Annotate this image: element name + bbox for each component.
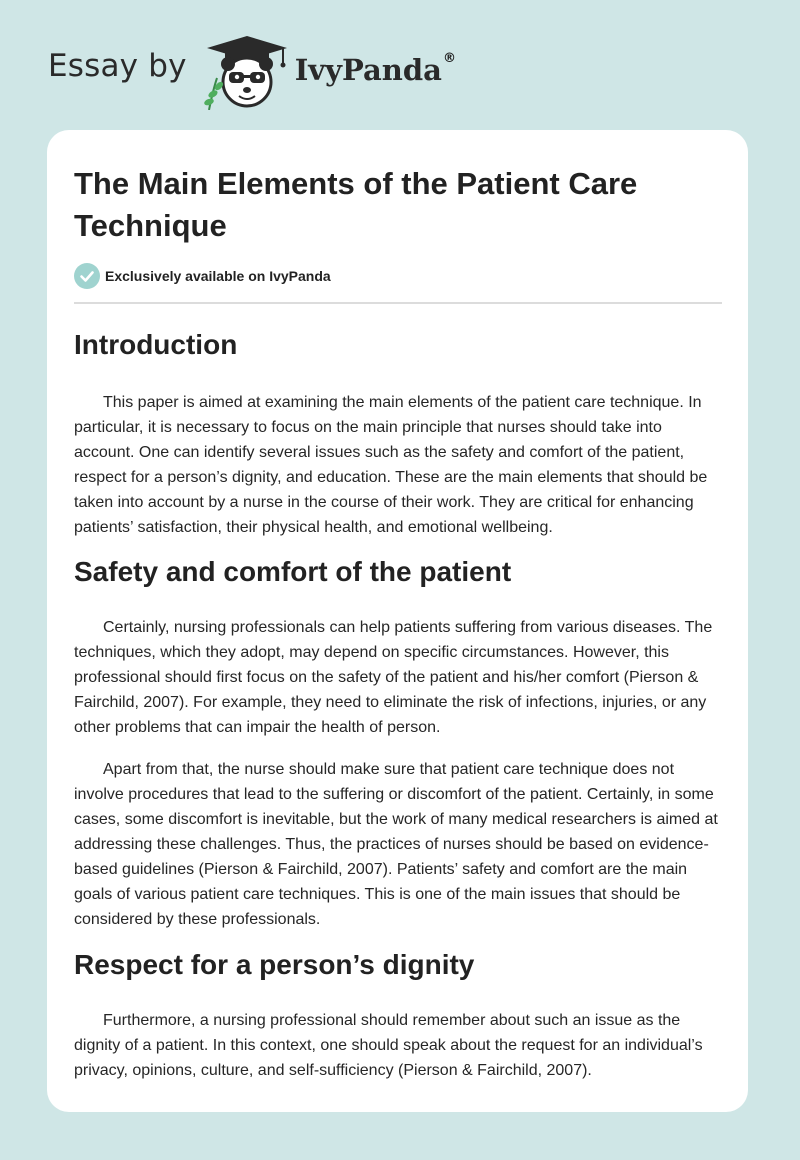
- section-heading-introduction: Introduction: [74, 329, 238, 360]
- registered-mark: ®: [442, 50, 456, 66]
- essay-card: [47, 130, 748, 1112]
- divider: [74, 302, 722, 304]
- paragraph: This paper is aimed at examining the main elements of the patient care technique. In particular, it is necessary to focus on the main principle that nurses should take into account. One can identify several issues such as the safety and comfort of the patient, respect for a person’s dignity, and education. These are the main elements that should be taken into account by a nurse in the course of their work. They are critical for enhancing patients’ satisfaction, their physical health, and emotional wellbeing.: [74, 394, 708, 536]
- section-heading-safety-and-comfort: Safety and comfort of the patient: [74, 556, 512, 587]
- brand-header[interactable]: [48, 34, 456, 110]
- essay-body: [74, 320, 724, 1083]
- exclusive-badge: [74, 263, 331, 289]
- paragraph: Furthermore, a nursing professional should remember about such an issue as the dignity of a patient. In this context, one should speak about the request for an individual’s privacy, opinions, culture, and self-sufficiency (Pierson & Fairchild, 2007).: [74, 1012, 703, 1079]
- exclusive-label: Exclusively available on IvyPanda: [105, 268, 331, 284]
- page-title: The Main Elements of the Patient Care Technique: [74, 166, 638, 243]
- panda-graduate-logo-icon: [203, 34, 291, 110]
- brand-prefix: Essay by: [48, 48, 187, 84]
- paragraph: Certainly, nursing professionals can help patients suffering from various diseases. The techniques, which they adopt, may depend on specific circumstances. However, this professional should first focus on the safety of the patient and his/her comfort (Pierson & Fairchild, 2007). For example, they need to eliminate the risk of infections, injuries, or any other problems that can impair the health of person.: [74, 619, 713, 736]
- check-circle-icon: [74, 263, 100, 289]
- section-heading-respect-for-dignity: Respect for a person’s dignity: [74, 949, 475, 980]
- paragraph: Apart from that, the nurse should make sure that patient care technique does not involve procedures that lead to the suffering or discomfort of the patient. Certainly, in some cases, some discomfort is inevitable, but the work of many medical researchers is aimed at addressing these challenges. Thus, the practices of nurses should be based on evidence-based guidelines (Pierson & Fairchild, 2007). Patients’ safety and comfort are the main goals of various patient care techniques. This is one of the main issues that should be considered by these professionals.: [74, 761, 718, 928]
- brand-name: IvyPanda: [294, 53, 442, 87]
